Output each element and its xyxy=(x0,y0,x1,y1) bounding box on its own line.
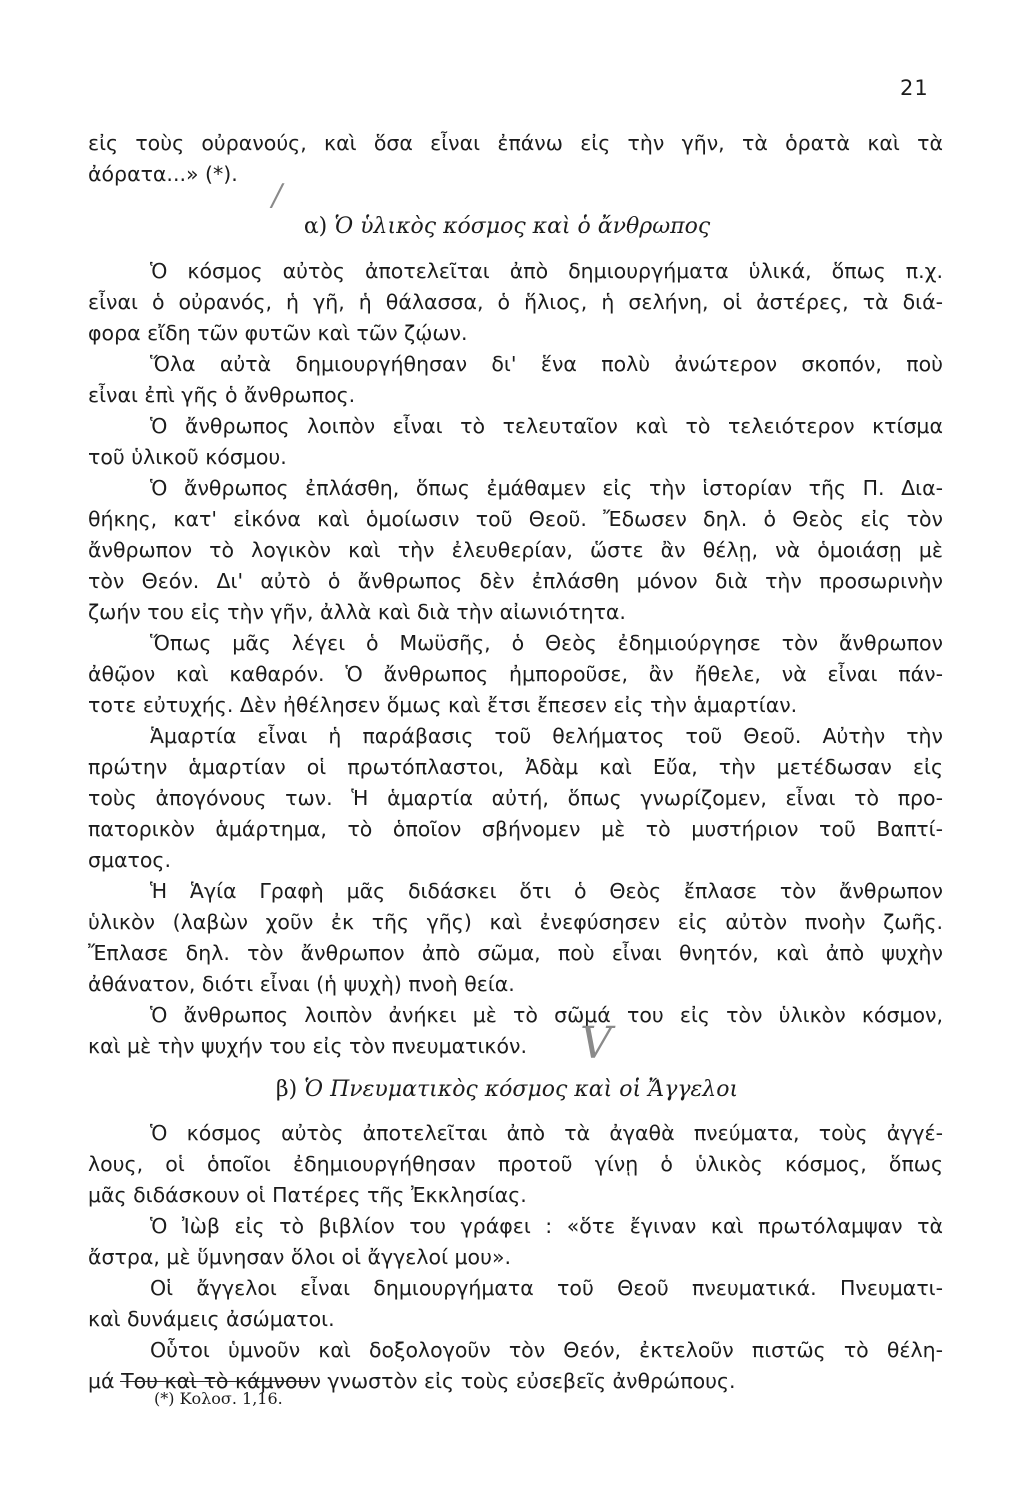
text-line: ἄστρα, μὲ ὕμνησαν ὅλοι οἱ ἄγγελοί μου». xyxy=(88,1245,512,1269)
text-line: Ἔπλασε δηλ. τὸν ἄνθρωπον ἀπὸ σῶμα, ποὺ εἶναι θνητόν, καὶ ἀπὸ ψυχὴν xyxy=(88,941,943,965)
text-line: Ὁ Ἰὼβ εἰς τὸ βιβλίον του γράφει : «ὅτε ἔγιναν καὶ πρωτόλαμψαν τὰ xyxy=(150,1214,943,1238)
footnote-rule xyxy=(120,1381,310,1382)
text-line: εἶναι ἐπὶ γῆς ὁ ἄνθρωπος. xyxy=(88,383,356,407)
text-line: εἶναι ὁ οὐρανός, ἡ γῆ, ἡ θάλασσα, ὁ ἥλιος, ἡ σελήνη, οἱ ἀστέρες, τὰ διά- xyxy=(88,290,943,314)
text-line: Ὁ κόσμος αὐτὸς ἀποτελεῖται ἀπὸ δημιουργήματα ὑλικά, ὅπως π.χ. xyxy=(150,259,943,283)
text-line: σματος. xyxy=(88,848,171,872)
section-heading-a xyxy=(0,212,1014,242)
text-line: εἰς τοὺς οὐρανούς, καὶ ὅσα εἶναι ἐπάνω εἰς τὴν γῆν, τὰ ὁρατὰ καὶ τὰ xyxy=(88,131,943,155)
text-line: πατορικὸν ἁμάρτημα, τὸ ὁποῖον σβήνομεν μὲ τὸ μυστήριον τοῦ Βαπτί- xyxy=(88,817,943,841)
text-line: Ὁ κόσμος αὐτὸς ἀποτελεῖται ἀπὸ τὰ ἀγαθὰ πνεύματα, τοὺς ἀγγέ- xyxy=(150,1121,943,1145)
text-line: Ὁ ἄνθρωπος ἐπλάσθη, ὅπως ἐμάθαμεν εἰς τὴν ἱστορίαν τῆς Π. Δια- xyxy=(150,476,943,500)
text-line: Ἡ Ἁγία Γραφὴ μᾶς διδάσκει ὅτι ὁ Θεὸς ἔπλασε τὸν ἄνθρωπον xyxy=(150,879,943,903)
text-line: τοτε εὐτυχής. Δὲν ἠθέλησεν ὅμως καὶ ἔτσι ἔπεσεν εἰς τὴν ἁμαρτίαν. xyxy=(88,693,798,717)
text-line: Οὗτοι ὑμνοῦν καὶ δοξολογοῦν τὸν Θεόν, ἐκτελοῦν πιστῶς τὸ θέλη- xyxy=(150,1338,943,1362)
text-line: λους, οἱ ὁποῖοι ἐδημιουργήθησαν προτοῦ γίνῃ ὁ ὑλικὸς κόσμος, ὅπως xyxy=(88,1152,943,1176)
text-line: ζωήν του εἰς τὴν γῆν, ἀλλὰ καὶ διὰ τὴν αἰωνιότητα. xyxy=(88,600,626,624)
text-line: ἄνθρωπον τὸ λογικὸν καὶ τὴν ἐλευθερίαν, ὥστε ἂν θέλῃ, νὰ ὁμοιάσῃ μὲ xyxy=(88,538,943,562)
text-line: μά Του καὶ τὸ κάμνουν γνωστὸν εἰς τοὺς εὐσεβεῖς ἀνθρώπους. xyxy=(88,1369,736,1393)
text-line: ἀόρατα...» (*). xyxy=(88,162,238,186)
footnote: (*) Κολοσ. 1,16. xyxy=(154,1389,283,1408)
section-heading-a-title: Ὁ ὑλικὸς κόσμος καὶ ὁ ἄνθρωπος xyxy=(334,214,711,239)
pencil-check-mark: V xyxy=(580,1018,612,1069)
text-line: πρώτην ἁμαρτίαν οἱ πρωτόπλαστοι, Ἀδὰμ καὶ Εὔα, τὴν μετέδωσαν εἰς xyxy=(88,755,943,779)
text-line: τὸν Θεόν. Δι' αὐτὸ ὁ ἄνθρωπος δὲν ἐπλάσθη μόνον διὰ τὴν προσωρινὴν xyxy=(88,569,943,593)
page-number: 21 xyxy=(900,76,929,100)
text-line: τοῦ ὑλικοῦ κόσμου. xyxy=(88,445,287,469)
section-heading-a-prefix: α) xyxy=(303,214,335,239)
text-line: φορα εἴδη τῶν φυτῶν καὶ τῶν ζῴων. xyxy=(88,321,468,345)
section-heading-b-title: Ὁ Πνευματικὸς κόσμος καὶ οἱ Ἄγγελοι xyxy=(304,1077,739,1102)
text-line: Οἱ ἄγγελοι εἶναι δημιουργήματα τοῦ Θεοῦ πνευματικά. Πνευματι- xyxy=(150,1276,943,1300)
text-line: ὑλικὸν (λαβὼν χοῦν ἐκ τῆς γῆς) καὶ ἐνεφύσησεν εἰς αὐτὸν πνοὴν ζωῆς. xyxy=(88,910,943,934)
text-line: καὶ δυνάμεις ἀσώματοι. xyxy=(88,1307,335,1331)
text-line: Ὅπως μᾶς λέγει ὁ Μωϋσῆς, ὁ Θεὸς ἐδημιούργησε τὸν ἄνθρωπον xyxy=(150,631,943,655)
text-line: καὶ μὲ τὴν ψυχήν του εἰς τὸν πνευματικόν. xyxy=(88,1034,528,1058)
text-line: Ὁ ἄνθρωπος λοιπὸν εἶναι τὸ τελευταῖον καὶ τὸ τελειότερον κτίσμα xyxy=(150,414,943,438)
text-line: μᾶς διδάσκουν οἱ Πατέρες τῆς Ἐκκλησίας. xyxy=(88,1183,527,1207)
text-line: ἀθῷον καὶ καθαρόν. Ὁ ἄνθρωπος ἠμποροῦσε, ἂν ἤθελε, νὰ εἶναι πάν- xyxy=(88,662,943,686)
text-line: ἀθάνατον, διότι εἶναι (ἡ ψυχὴ) πνοὴ θεία. xyxy=(88,972,515,996)
text-line: Ὅλα αὐτὰ δημιουργήθησαν δι' ἕνα πολὺ ἀνώτερον σκοπόν, ποὺ xyxy=(150,352,943,376)
pencil-check-mark: / xyxy=(272,178,283,213)
section-heading-b xyxy=(0,1075,1014,1105)
text-line: Ἁμαρτία εἶναι ἡ παράβασις τοῦ θελήματος τοῦ Θεοῦ. Αὐτὴν τὴν xyxy=(150,724,943,748)
section-heading-b-prefix: β) xyxy=(275,1077,305,1102)
text-line: θήκης, κατ' εἰκόνα καὶ ὁμοίωσιν τοῦ Θεοῦ. Ἔδωσεν δηλ. ὁ Θεὸς εἰς τὸν xyxy=(88,507,943,531)
text-line: Ὁ ἄνθρωπος λοιπὸν ἀνήκει μὲ τὸ σῶμά του εἰς τὸν ὑλικὸν κόσμον, xyxy=(150,1003,943,1027)
text-line: τοὺς ἀπογόνους των. Ἡ ἁμαρτία αὐτή, ὅπως γνωρίζομεν, εἶναι τὸ προ- xyxy=(88,786,943,810)
